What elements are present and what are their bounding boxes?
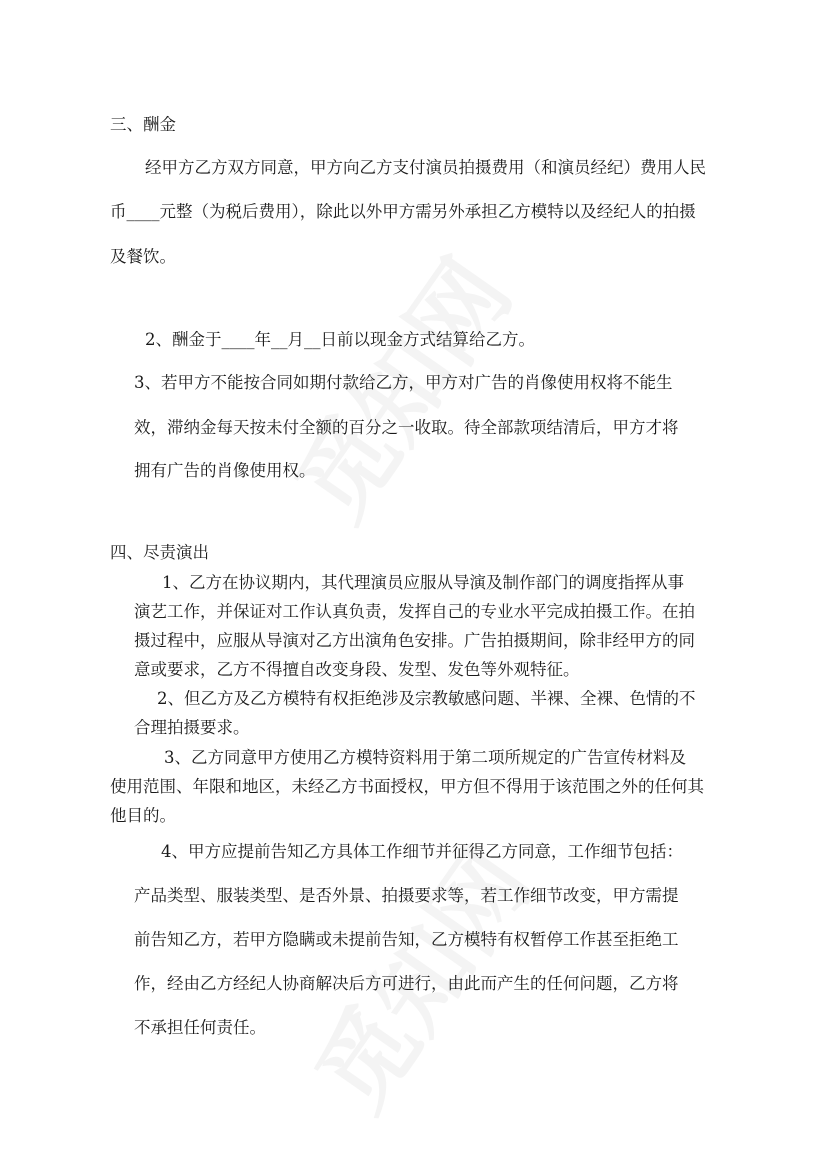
paragraph-line: 4、甲方应提前告知乙方具体工作细节并征得乙方同意，工作细节包括：: [161, 842, 683, 861]
paragraph-line: 产品类型、服装类型、是否外景、拍摄要求等，若工作细节改变，甲方需提: [134, 886, 679, 905]
paragraph-line: 3、若甲方不能按合同如期付款给乙方，甲方对广告的肖像使用权将不能生: [134, 373, 673, 392]
paragraph-line: 摄过程中，应服从导演对乙方出演角色安排。广告拍摄期间，除非经甲方的同: [134, 631, 695, 650]
paragraph-line: 3、乙方同意甲方使用乙方模特资料用于第二项所规定的广告宣传材料及: [164, 748, 686, 767]
paragraph-line: 不承担任何责任。: [134, 1018, 266, 1037]
paragraph-line: 前告知乙方，若甲方隐瞒或未提前告知，乙方模特有权暂停工作甚至拒绝工: [134, 930, 679, 949]
paragraph-line: 2、但乙方及乙方模特有权拒绝涉及宗教敏感问题、半裸、全裸、色情的不: [157, 689, 696, 708]
paragraph-line: 经甲方乙方双方同意，甲方向乙方支付演员拍摄费用（和演员经纪）费用人民: [145, 158, 706, 177]
section-heading: 三、酬金: [110, 115, 176, 134]
paragraph-line: 2、酬金于____年__月__日前以现金方式结算给乙方。: [145, 330, 535, 349]
paragraph-line: 他目的。: [110, 806, 176, 825]
paragraph-line: 及餐饮。: [110, 247, 176, 266]
paragraph-line: 演艺工作，并保证对工作认真负责，发挥自己的专业水平完成拍摄工作。在拍: [134, 602, 695, 621]
paragraph-line: 效，滞纳金每天按未付全额的百分之一收取。待全部款项结清后，甲方才将: [134, 418, 679, 437]
paragraph-line: 作，经由乙方经纪人协商解决后方可进行，由此而产生的任何问题，乙方将: [134, 974, 679, 993]
paragraph-line: 币____元整（为税后费用），除此以外甲方需另外承担乙方模特以及经纪人的拍摄: [110, 202, 696, 221]
section-heading: 四、尽责演出: [110, 543, 209, 562]
paragraph-line: 拥有广告的肖像使用权。: [134, 461, 316, 480]
paragraph-line: 使用范围、年限和地区，未经乙方书面授权，甲方但不得用于该范围之外的任何其: [110, 777, 704, 796]
paragraph-line: 意或要求，乙方不得擅自改变身段、发型、发色等外观特征。: [134, 660, 580, 679]
paragraph-line: 合理拍摄要求。: [134, 718, 250, 737]
paragraph-line: 1、乙方在协议期内，其代理演员应服从导演及制作部门的调度指挥从事: [162, 573, 684, 592]
